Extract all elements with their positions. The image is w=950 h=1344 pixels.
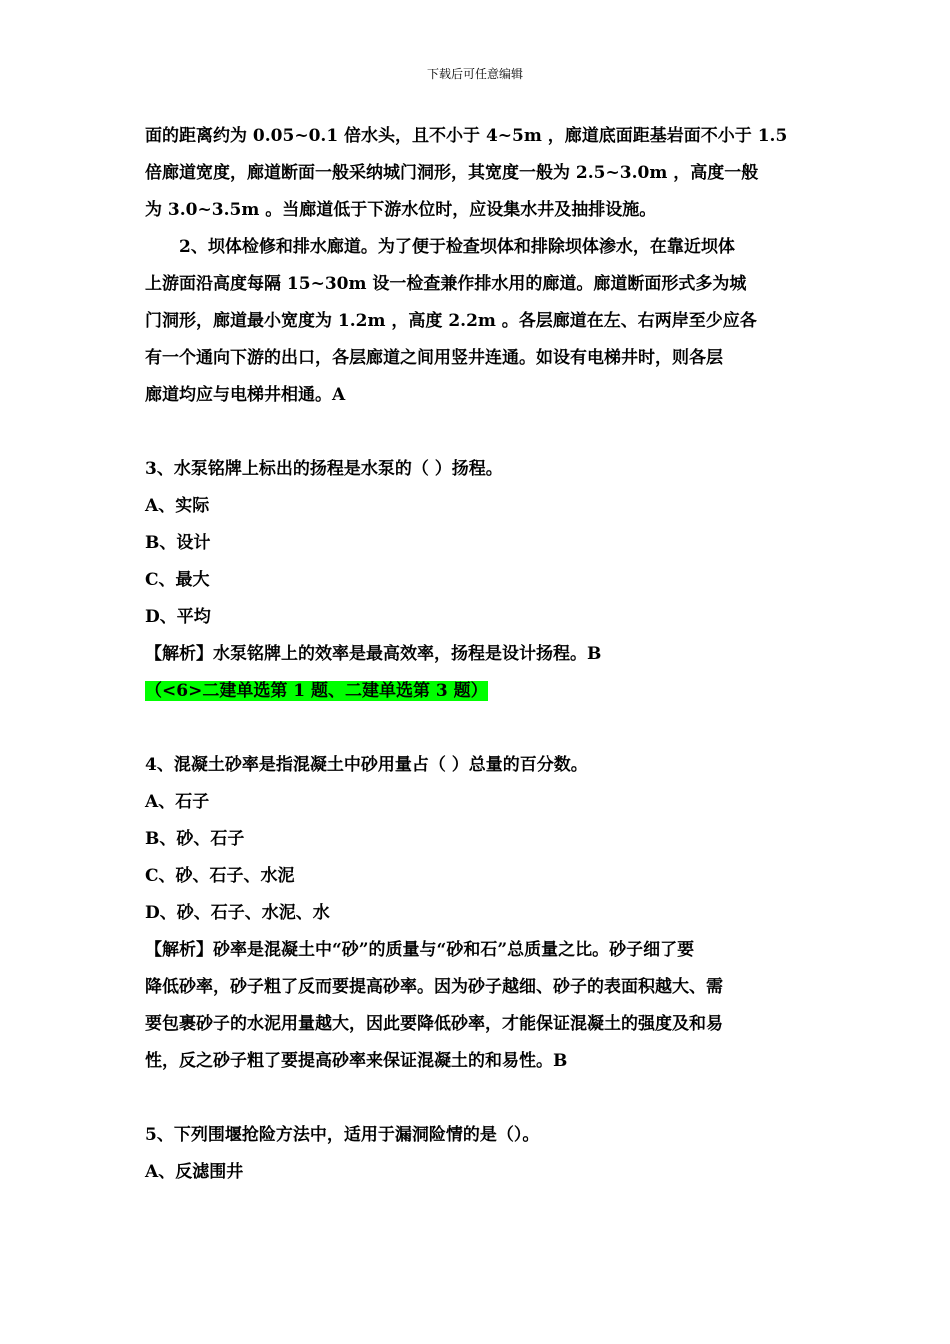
option-b: B、砂、石子	[145, 829, 245, 849]
option-d: D、砂、石子、水泥、水	[145, 903, 330, 923]
text-line: 有一个通向下游的出口，各层廊道之间用竖井连通。如设有电梯井时，则各层	[145, 348, 723, 368]
spacer	[145, 414, 810, 451]
option-a: A、反滤围井	[145, 1162, 244, 1182]
question-text: 4、混凝土砂率是指混凝土中砂用量占（ ）总量的百分数。	[145, 755, 588, 775]
question-text: 3、水泵铭牌上标出的扬程是水泵的（ ）扬程。	[145, 459, 503, 479]
source-tag-highlight: （<6>二建单选第 1 题、二建单选第 3 题）	[145, 681, 488, 701]
paragraph-gallery-distance	[145, 118, 810, 229]
analysis-text: 性，反之砂子粗了要提高砂率来保证混凝土的和易性。B	[145, 1051, 568, 1071]
option-c: C、最大	[145, 570, 210, 590]
question-text: 5、下列围堰抢险方法中，适用于漏洞险情的是（）。	[145, 1125, 540, 1145]
text-line: 2、坝体检修和排水廊道。为了便于检查坝体和排除坝体渗水，在靠近坝体	[179, 237, 735, 257]
analysis-text: 要包裹砂子的水泥用量越大，因此要降低砂率，才能保证混凝土的强度及和易	[145, 1014, 723, 1034]
option-b: B、设计	[145, 533, 211, 553]
question-5	[145, 1117, 810, 1191]
paragraph-inspection-gallery	[145, 229, 810, 414]
analysis-text: 降低砂率，砂子粗了反而要提高砂率。因为砂子越细、砂子的表面积越大、需	[145, 977, 723, 997]
spacer	[145, 1080, 810, 1117]
question-4	[145, 747, 810, 1080]
text-line: 门洞形，廊道最小宽度为 1.2m ，高度 2.2m 。各层廊道在左、右两岸至少应各	[145, 311, 757, 331]
option-a: A、石子	[145, 792, 210, 812]
text-line: 为 3.0~3.5m 。当廊道低于下游水位时，应设集水井及抽排设施。	[145, 200, 657, 220]
source-tag-line	[145, 673, 810, 710]
option-a: A、实际	[145, 496, 210, 516]
page-header: 下载后可任意编辑	[426, 67, 523, 81]
text-line: 廊道均应与电梯井相通。A	[145, 385, 346, 405]
spacer	[145, 710, 810, 747]
text-line: 倍廊道宽度，廊道断面一般采纳城门洞形，其宽度一般为 2.5~3.0m ，高度一般	[145, 163, 759, 183]
option-d: D、平均	[145, 607, 211, 627]
analysis-text: 【解析】砂率是混凝土中“砂”的质量与“砂和石”总质量之比。砂子细了要	[145, 940, 695, 960]
question-3	[145, 451, 810, 710]
text-line: 面的距离约为 0.05~0.1 倍水头，且不小于 4~5m ，廊道底面距基岩面不小于 1.5	[145, 126, 788, 146]
option-c: C、砂、石子、水泥	[145, 866, 295, 886]
document-body	[145, 118, 810, 1191]
analysis-text: 【解析】水泵铭牌上的效率是最高效率，扬程是设计扬程。B	[145, 644, 602, 664]
text-line: 上游面沿高度每隔 15~30m 设一检查兼作排水用的廊道。廊道断面形式多为城	[145, 274, 747, 294]
